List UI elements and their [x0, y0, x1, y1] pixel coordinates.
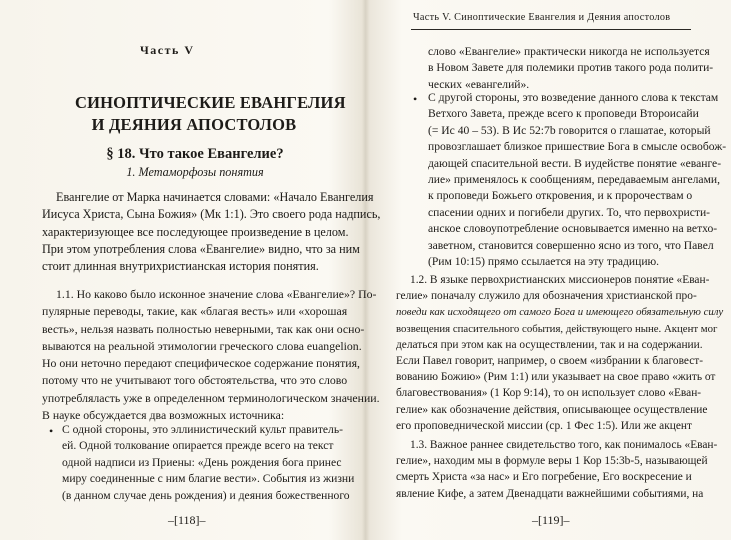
text-line: поведи как исходящего от самого Бога и имеющего обязательную силу [396, 306, 724, 319]
section-heading: § 18. Что такое Евангелие? [106, 146, 284, 162]
text-line: явление Кифе, а затем Двенадцати важнейшими событиями, на [396, 487, 704, 500]
text-line: В науке обсуждается два возможных источника: [42, 408, 285, 423]
text-line: При этом употребления слова «Евангелие» видно, что за ним [42, 241, 360, 256]
chapter-title [75, 92, 346, 136]
right-page [366, 0, 731, 540]
text-line: в Новом Завете для полемики против такого рода полити- [428, 61, 714, 75]
text-line: гелие», находим мы в формуле веры 1 Кор 15:3b-5, называющей [396, 455, 708, 468]
chapter-title-line: И ДЕЯНИЯ АПОСТОЛОВ [91, 115, 297, 134]
paragraph-1-2 [396, 272, 724, 434]
bullet-marker: • [413, 92, 418, 106]
text-line: гелие» поначалу служило для обозначения христианской про- [396, 290, 697, 303]
text-line: миру соединенные с ним благие вести». События из жизни [62, 472, 355, 486]
text-line: 1.3. Важное раннее свидетельство того, как понималось «Еван- [410, 439, 718, 451]
text-line: лие» применялось к сообщениям, передаваемым ангелами, [428, 173, 721, 187]
paragraph-1-3 [396, 437, 716, 502]
text-line: благовествования» (1 Кор 9:14), то он использует слово «Еван- [396, 387, 702, 400]
text-line: 1.1. Но каково было исконное значение слова «Евангелие»? По- [56, 287, 377, 301]
intro-paragraph [42, 189, 381, 275]
subsection-heading: 1. Метаморфозы понятия [126, 165, 264, 179]
text-line: дающей спасительной вести. В иудействе понятие «еванге- [428, 156, 722, 170]
text-line: Ветхого Завета, прежде всего к проповеди Второисайи [428, 107, 699, 121]
text-line: анское словоупотребление основывается именно на ветхо- [428, 222, 718, 236]
text-line: Иисуса Христа, Сына Божия» (Мк 1:1). Это своего рода надпись, [42, 207, 381, 222]
text-line: (= Ис 40 – 53). В Ис 52:7b говорится о глашатае, который [428, 123, 711, 137]
text-line: Но они неточно передают специфическое содержание понятия, [42, 356, 360, 371]
text-line: 1.2. В языке первохристианских миссионеров понятие «Еван- [410, 274, 710, 286]
text-line: Если Павел говорит, например, о своем «избрании к благовест- [396, 355, 704, 368]
text-line: (Рим 10:15) прямо ссылается на эту традицию. [428, 255, 660, 269]
text-line: его проповеднической миссии (ср. 1 Фес 1:5). Или же акцент [396, 419, 693, 432]
text-line: спасении одних и погибели других. То, что первохристи- [428, 205, 711, 219]
text-line: потому что не учитывают того обстоятельства, что это слово [42, 373, 348, 388]
chapter-title-line: СИНОПТИЧЕСКИЕ ЕВАНГЕЛИЯ [75, 93, 346, 112]
text-line: слово «Евангелие» практически никогда не используется [428, 45, 710, 58]
paragraph-1-1 [42, 286, 380, 424]
header-rule [411, 29, 691, 30]
text-line: весть», нельзя назвать полностью неверными, так как они осно- [42, 321, 365, 336]
running-head: Часть V. Синоптические Евангелия и Деяния апостолов [413, 12, 671, 23]
text-line: провозглашает близкое пришествие Бога в смысле освобож- [428, 140, 727, 154]
text-line: стоит длинная внутрихристианская история понятия. [42, 259, 319, 274]
text-line: возвещения спасительного события, действующего ныне. Акцент мог [396, 322, 718, 335]
text-line: Евангелие от Марка начинается словами: «Начало Евангелия [56, 190, 374, 204]
text-line: вованию Божию» (Рим 1:1) или указывает на свое право «жить от [396, 371, 716, 384]
text-line: С одной стороны, это эллинистический культ правитель- [62, 423, 343, 436]
text-line: характеризующее все последующее произведение в целом. [42, 224, 349, 239]
bullet-paragraph-2 [428, 90, 727, 270]
page-number: –[119]– [532, 513, 570, 527]
text-line: С другой стороны, это возведение данного слова к текстам [428, 91, 719, 104]
text-line: пулярные переводы, такие, как «благая весть» или «хорошая [42, 304, 348, 319]
bullet-marker: • [49, 424, 54, 438]
text-line: заветном, становится совершенно ясно из того, что Павел [428, 238, 714, 252]
text-line: делаться при этом как на осуществлении, так и на содержании. [396, 338, 703, 351]
text-line: одной надписи из Приены: «День рождения бога принес [62, 455, 342, 469]
text-line: к проповеди Божьего откровения, и к пророчествам о [428, 189, 693, 203]
text-line: смерть Христа «за нас» и Его погребение, Его воскресение и [396, 471, 692, 484]
text-line: ей. Одной толкование опирается прежде всего на текст [62, 439, 334, 453]
page-number: –[118]– [168, 513, 206, 527]
text-line: гелие» как обозначение действия, описывающее осуществление [396, 403, 708, 416]
bullet-paragraph-1 [62, 422, 355, 504]
text-line: (в данном случае день рождения) и деяния божественного [62, 488, 350, 502]
part-heading: Часть V [140, 43, 195, 57]
text-line: вываются на реальной этимологии греческого слова euangelion. [42, 338, 362, 353]
continued-paragraph [428, 44, 714, 93]
text-line: ческих «евангелий». [428, 77, 530, 91]
text-line: употребляласть уже в определенном терминологическом значении. [42, 390, 380, 405]
